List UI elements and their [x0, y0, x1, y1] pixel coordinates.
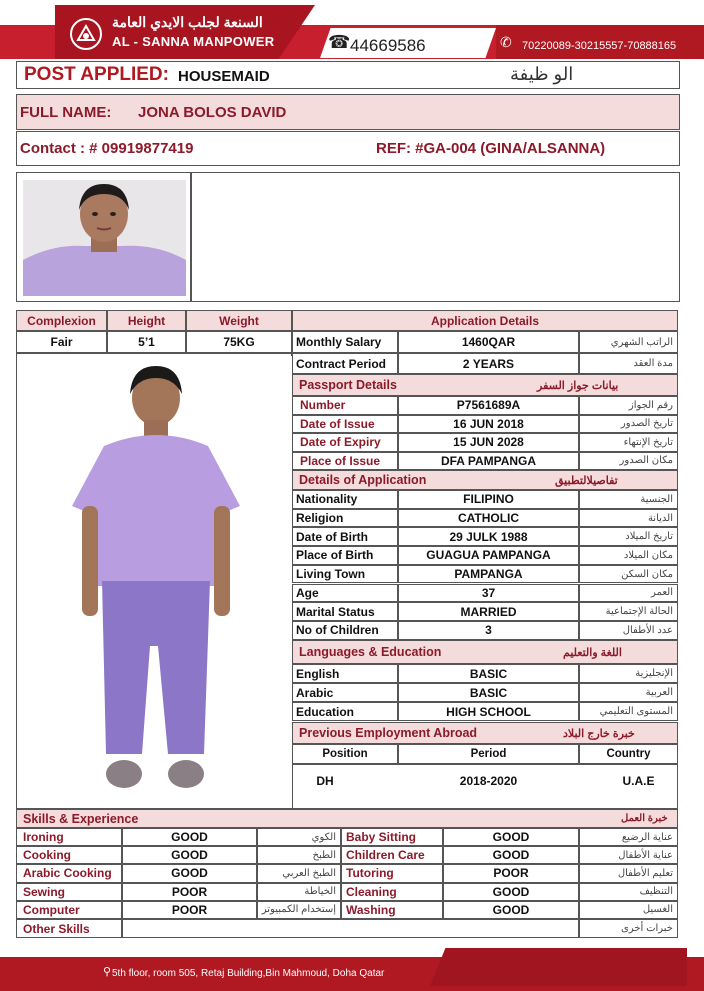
details-row-label: Age [292, 584, 398, 603]
footer-accent [430, 948, 687, 986]
passport-row-label: Place of Issue [292, 452, 398, 471]
details-row-value: CATHOLIC [398, 509, 579, 528]
passport-row-value: 15 JUN 2028 [398, 433, 579, 452]
passport-row-value: DFA PAMPANGA [398, 452, 579, 471]
company-name-english: AL - SANNA MANPOWER [112, 34, 275, 49]
skill-left-value: POOR [122, 901, 257, 919]
skill-left-arabic: الطبخ [257, 846, 341, 864]
complexion-value: Fair [16, 331, 107, 353]
passport-row-arabic: مكان الصدور [579, 452, 678, 471]
contract-value: 2 YEARS [398, 353, 579, 374]
post-applied-value: HOUSEMAID [178, 68, 270, 85]
footer-address: 5th floor, room 505, Retaj Building,Bin Mahmoud, Doha Qatar [112, 968, 385, 979]
passport-row-arabic: تاريخ الصدور [579, 415, 678, 434]
skill-right-arabic: عناية الرضيع [579, 828, 678, 846]
details-section-title [292, 470, 678, 490]
language-row-value: HIGH SCHOOL [398, 702, 579, 721]
phone-number: 44669586 [350, 36, 426, 55]
details-row-arabic: الجنسية [579, 490, 678, 509]
languages-section-title [292, 640, 678, 664]
full-name-value: JONA BOLOS DAVID [138, 104, 287, 121]
skill-right-value: GOOD [443, 901, 579, 919]
weight-value: 75KG [186, 331, 292, 353]
blank-panel [191, 172, 680, 302]
post-applied-arabic: الو ظيفة [510, 64, 574, 84]
passport-row-arabic: تاريخ الإنتهاء [579, 433, 678, 452]
details-row-arabic: عدد الأطفال [579, 621, 678, 640]
salary-label: Monthly Salary [292, 331, 398, 353]
details-row-arabic: الديانة [579, 509, 678, 528]
details-row-value: 3 [398, 621, 579, 640]
languages-title: Languages & Education [299, 645, 442, 659]
details-row-label: Marital Status [292, 602, 398, 621]
skill-left-arabic: إستخدام الكمبيوتر [257, 901, 341, 919]
other-skills-value [122, 919, 579, 938]
passport-row-label: Date of Issue [292, 415, 398, 434]
skill-left-label: Cooking [16, 846, 122, 864]
skills-section-title [16, 809, 678, 828]
details-row-arabic: مكان الميلاد [579, 546, 678, 565]
applicant-full-body-photo [18, 356, 292, 808]
language-row-arabic: العربية [579, 683, 678, 702]
other-skills-arabic: خبرات أخرى [579, 919, 678, 938]
other-skills-label: Other Skills [16, 919, 122, 938]
details-row-arabic: العمر [579, 584, 678, 603]
skill-right-label: Tutoring [341, 864, 443, 882]
employment-title-arabic: خبرة خارج البلاد [563, 727, 635, 740]
passport-title-arabic: بيانات جواز السفر [537, 379, 619, 392]
skill-left-label: Ironing [16, 828, 122, 846]
skill-left-arabic: الطبخ العربي [257, 864, 341, 882]
company-logo-icon [70, 18, 102, 50]
skills-title-arabic: خبرة العمل [621, 813, 668, 824]
employment-position: DH [316, 774, 334, 788]
passport-row-label: Number [292, 396, 398, 415]
skill-right-value: POOR [443, 864, 579, 882]
skill-right-label: Cleaning [341, 883, 443, 901]
details-row-value: 29 JULK 1988 [398, 527, 579, 546]
details-row-label: No of Children [292, 621, 398, 640]
skill-right-value: GOOD [443, 828, 579, 846]
reference-number: REF: #GA-004 (GINA/ALSANNA) [376, 140, 606, 157]
height-value: 5’1 [107, 331, 186, 353]
skill-right-label: Children Care [341, 846, 443, 864]
skill-right-label: Baby Sitting [341, 828, 443, 846]
skill-right-value: GOOD [443, 846, 579, 864]
salary-value: 1460QAR [398, 331, 579, 353]
mobile-icon: ✆ [500, 34, 512, 50]
details-row-value: 37 [398, 584, 579, 603]
skill-left-arabic: الخياطة [257, 883, 341, 901]
complexion-header: Complexion [16, 310, 107, 331]
post-applied-label: POST APPLIED: [24, 64, 169, 85]
skill-left-value: GOOD [122, 846, 257, 864]
skill-right-arabic: الغسيل [579, 901, 678, 919]
skill-right-arabic: تعليم الأطفال [579, 864, 678, 882]
employment-country: U.A.E [622, 774, 655, 788]
skills-title: Skills & Experience [23, 811, 139, 826]
details-row-arabic: الحالة الإجتماعية [579, 602, 678, 621]
language-row-label: Arabic [292, 683, 398, 702]
details-row-label: Living Town [292, 565, 398, 584]
employment-title: Previous Employment Abroad [299, 726, 478, 740]
height-header: Height [107, 310, 186, 331]
company-name-arabic: السنعة لجلب الايدي العامة [112, 14, 263, 30]
weight-header: Weight [186, 310, 292, 331]
skill-right-arabic: عناية الأطفال [579, 846, 678, 864]
passport-row-label: Date of Expiry [292, 433, 398, 452]
contract-label: Contract Period [292, 353, 398, 374]
passport-row-value: 16 JUN 2018 [398, 415, 579, 434]
skill-left-label: Computer [16, 901, 122, 919]
full-name-label: FULL NAME: [20, 104, 112, 121]
skill-left-value: POOR [122, 883, 257, 901]
skill-left-arabic: الكوي [257, 828, 341, 846]
language-row-arabic: الإنجليزية [579, 664, 678, 683]
employment-period: 2018-2020 [459, 774, 518, 788]
details-row-arabic: تاريخ الميلاد [579, 527, 678, 546]
contract-arabic: مدة العقد [579, 353, 678, 374]
details-row-value: MARRIED [398, 602, 579, 621]
salary-arabic: الراتب الشهري [579, 331, 678, 353]
skill-right-arabic: التنظيف [579, 883, 678, 901]
details-row-label: Nationality [292, 490, 398, 509]
mobile-numbers: 70220089-30215557-70888165 [522, 40, 677, 52]
period-header: Period [398, 744, 579, 764]
employment-section-title [292, 722, 678, 744]
phone-icon: ☎ [328, 32, 351, 52]
skill-right-value: GOOD [443, 883, 579, 901]
details-row-label: Date of Birth [292, 527, 398, 546]
details-title-arabic: تفاصيلالتطبيق [555, 474, 618, 487]
applicant-portrait [23, 180, 186, 296]
skill-left-label: Arabic Cooking [16, 864, 122, 882]
contact-number: Contact : # 09919877419 [20, 140, 194, 157]
skill-left-value: GOOD [122, 864, 257, 882]
details-row-label: Religion [292, 509, 398, 528]
language-row-label: English [292, 664, 398, 683]
country-header: Country [579, 744, 678, 764]
details-title: Details of Application [299, 473, 427, 487]
details-row-arabic: مكان السكن [579, 565, 678, 584]
language-row-value: BASIC [398, 683, 579, 702]
location-pin-icon: ⚲ [103, 966, 112, 978]
passport-row-arabic: رقم الجواز [579, 396, 678, 415]
passport-row-value: P7561689A [398, 396, 579, 415]
skill-left-value: GOOD [122, 828, 257, 846]
language-row-label: Education [292, 702, 398, 721]
full-name-row [16, 94, 680, 130]
position-header: Position [292, 744, 398, 764]
passport-section-title [292, 374, 678, 396]
details-row-value: PAMPANGA [398, 565, 579, 584]
details-row-value: GUAGUA PAMPANGA [398, 546, 579, 565]
language-row-value: BASIC [398, 664, 579, 683]
details-row-value: FILIPINO [398, 490, 579, 509]
skill-left-label: Sewing [16, 883, 122, 901]
language-row-arabic: المستوى التعليمي [579, 702, 678, 721]
languages-title-arabic: اللغة والتعليم [563, 646, 622, 659]
application-details-title: Application Details [292, 310, 678, 331]
details-row-label: Place of Birth [292, 546, 398, 565]
skill-right-label: Washing [341, 901, 443, 919]
passport-title: Passport Details [299, 378, 397, 392]
header-left-accent [8, 25, 55, 59]
